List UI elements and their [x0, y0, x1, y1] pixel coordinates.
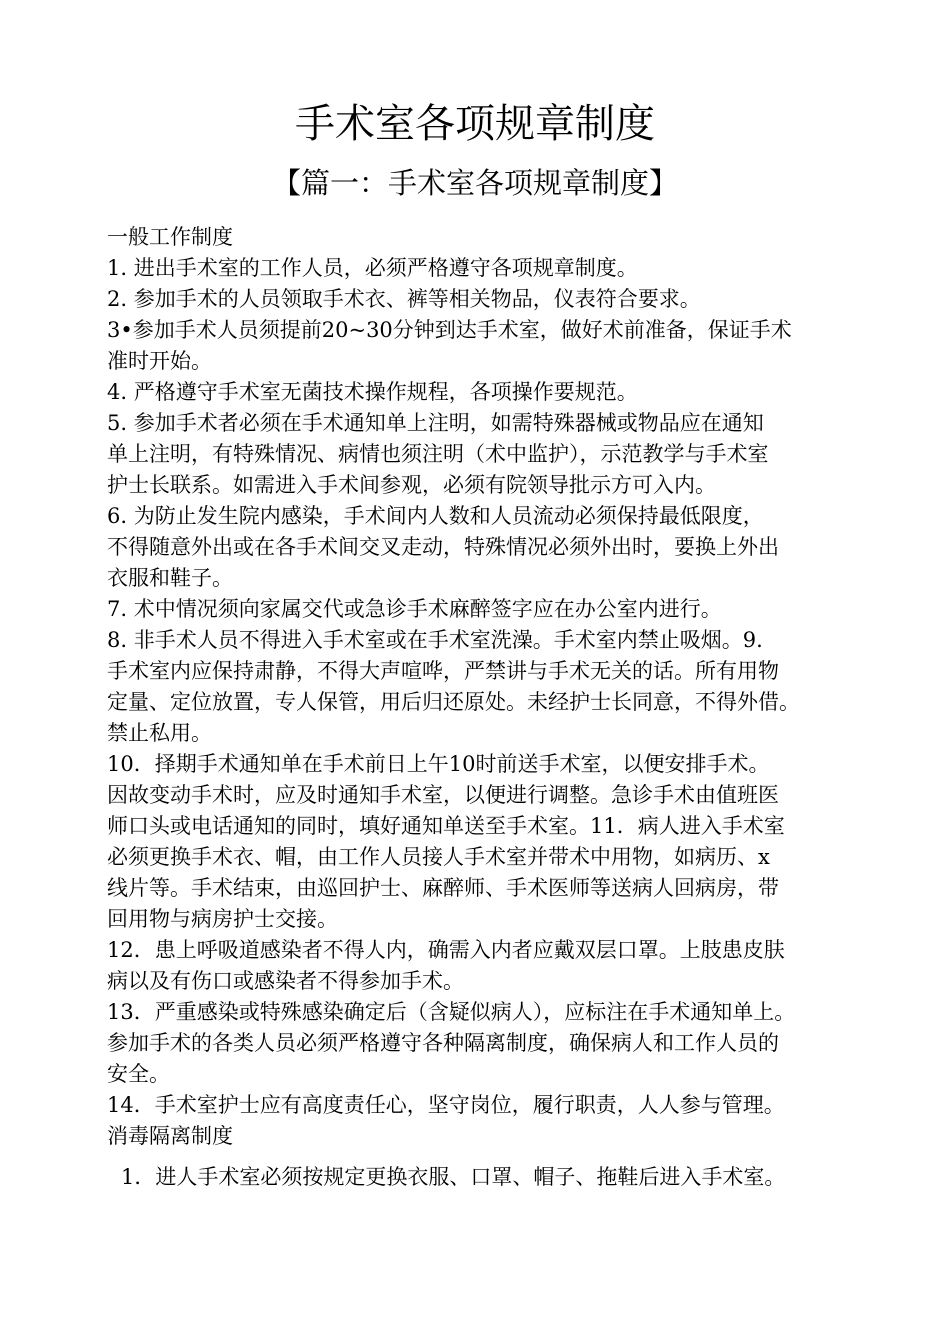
document-subtitle: 【篇一：手术室各项规章制度】: [271, 166, 678, 200]
rule-line: 6. 为防止发生院内感染，手术间内人数和人员流动必须保持最低限度，: [107, 504, 764, 528]
paragraph-gap: [107, 1152, 877, 1162]
rule-line: 13．严重感染或特殊感染确定后（含疑似病人），应标注在手术通知单上。: [107, 1000, 796, 1024]
rule-line: 1. 进出手术室的工作人员，必须严格遵守各项规章制度。: [107, 256, 638, 280]
rule-line: 师口头或电话通知的同时，填好通知单送至手术室。11．病人进入手术室: [107, 814, 785, 838]
rule-line: 2. 参加手术的人员领取手术衣、裤等相关物品，仪表符合要求。: [107, 287, 701, 311]
rule-line: 回用物与病房护士交接。: [107, 907, 338, 931]
rule-line: 参加手术的各类人员必须严格遵守各种隔离制度，确保病人和工作人员的: [107, 1031, 779, 1055]
rule-line: 12．患上呼吸道感染者不得人内，确需入内者应戴双层口罩。上肢患皮肤: [107, 938, 785, 962]
rule-line: 准时开始。: [107, 349, 212, 373]
document-body: [107, 222, 877, 1193]
section-heading-disinfection: 消毒隔离制度: [107, 1124, 233, 1148]
rule-line: 14．手术室护士应有高度责任心，坚守岗位，履行职责，人人参与管理。: [107, 1093, 785, 1117]
rule-line: 7. 术中情况须向家属交代或急诊手术麻醉签字应在办公室内进行。: [107, 597, 722, 621]
section-heading-general: 一般工作制度: [107, 225, 233, 249]
rule-line: 线片等。手术结束，由巡回护士、麻醉师、手术医师等送病人回病房，带: [107, 876, 779, 900]
rule-line: 1．进人手术室必须按规定更换衣服、口罩、帽子、拖鞋后进入手术室。: [121, 1165, 786, 1189]
rule-line: 4. 严格遵守手术室无菌技术操作规程，各项操作要规范。: [107, 380, 638, 404]
rule-line: 衣服和鞋子。: [107, 566, 233, 590]
rule-line: 病以及有伤口或感染者不得参加手术。: [107, 969, 464, 993]
rule-line: 禁止私用。: [107, 721, 212, 745]
document-title: 手术室各项规章制度: [295, 101, 655, 147]
rule-line: 5. 参加手术者必须在手术通知单上注明，如需特殊器械或物品应在通知: [107, 411, 764, 435]
rule-line: 因故变动手术时，应及时通知手术室，以便进行调整。急诊手术由值班医: [107, 783, 779, 807]
rule-line: 单上注明，有特殊情况、病情也须注明（术中监护），示范教学与手术室: [107, 442, 769, 466]
rule-line: 8. 非手术人员不得进入手术室或在手术室洗澡。手术室内禁止吸烟。9.: [107, 628, 763, 652]
rule-line: 护士长联系。如需进入手术间参观，必须有院领导批示方可入内。: [107, 473, 716, 497]
rule-line: 10．择期手术通知单在手术前日上午10时前送手术室，以便安排手术。: [107, 752, 770, 776]
rule-line: 必须更换手术衣、帽，由工作人员接人手术室并带术中用物，如病历、x: [107, 845, 770, 869]
rule-line: 手术室内应保持肃静，不得大声喧哗，严禁讲与手术无关的话。所有用物: [107, 659, 779, 683]
rule-line: 安全。: [107, 1062, 170, 1086]
rule-line: 不得随意外出或在各手术间交叉走动，特殊情况必须外出时，要换上外出: [107, 535, 779, 559]
rule-line: 3•参加手术人员须提前20~30分钟到达手术室，做好术前准备，保证手术: [107, 318, 792, 342]
rule-line: 定量、定位放置，专人保管，用后归还原处。未经护士长同意，不得外借。: [107, 690, 800, 714]
